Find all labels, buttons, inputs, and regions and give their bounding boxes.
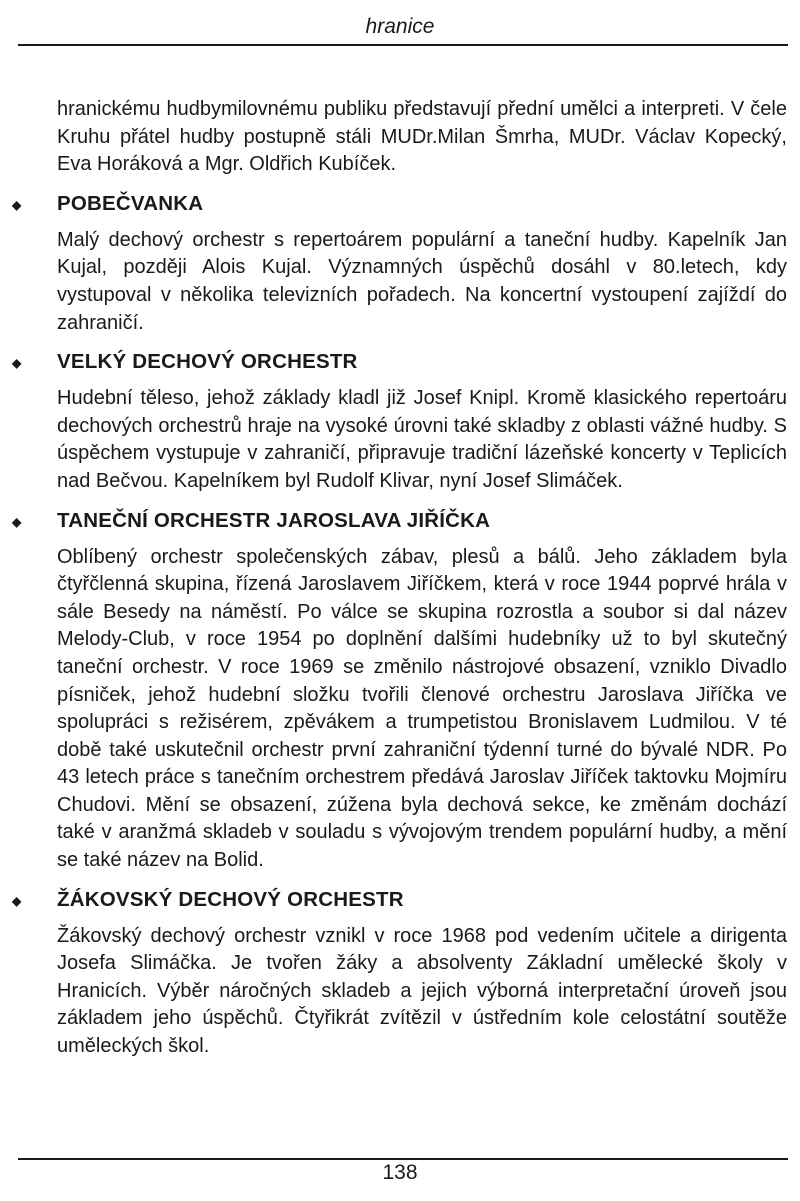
section-text: Hudební těleso, jehož základy kladl již Josef Knipl. Kromě klasického repertoáru dechových orchestrů hraje na vysoké úrovni také skladby z oblasti vážné hudby. S úspěchem vystupuje v zahraničí, připravuje tradiční lázeňské koncerty v Teplicích nad Bečvou. Kapelníkem byl Rudolf Klivar, nyní Josef Slimáček. — [57, 387, 787, 492]
section-velky-dechovy-orchestr — [12, 349, 787, 495]
section-text: Žákovský dechový orchestr vznikl v roce 1968 pod vedením učitele a dirigenta Josefa Slimáčka. Je tvořen žáky a absolventy Základní umělecké školy v Hranicích. Výběr náročných skladeb a jejich výborná interpretační úroveň jsou základem jeho úspěchů. Čtyřikrát zvítězil v ústředním kole celostátní soutěže uměleckých škol. — [57, 924, 787, 1058]
diamond-bullet-icon: ◆ — [12, 893, 22, 908]
page-number: 138 — [382, 1161, 418, 1184]
running-head: hranice — [365, 15, 435, 38]
intro-paragraph: hranickému hudbymilovnému publiku představují přední umělci a interpreti. V čele Kruhu přátel hudby postupně stáli MUDr.Milan Šmrha, MUDr. Václav Kopecký, Eva Horáková a Mgr. Oldřich Kubíček. — [57, 98, 787, 176]
section-heading — [12, 508, 787, 534]
section-heading-text: POBEČVANKA — [57, 191, 204, 215]
section-heading-text: VELKÝ DECHOVÝ ORCHESTR — [57, 350, 358, 374]
page-content — [12, 96, 787, 1061]
diamond-bullet-icon: ◆ — [12, 197, 22, 212]
section-text: Malý dechový orchestr s repertoárem populární a taneční hudby. Kapelník Jan Kujal, později Alois Kujal. Významných úspěchů dosáhl v 80.letech, kdy vystupoval v několika televizních pořadech. Na koncertní vystoupení zajíždí do zahraničí. — [57, 228, 787, 334]
header-rule — [18, 44, 788, 46]
section-zakovsky-dechovy-orchestr — [12, 887, 787, 1061]
section-heading — [12, 349, 787, 375]
footer-rule — [18, 1158, 788, 1160]
section-text: Oblíbený orchestr společenských zábav, plesů a bálů. Jeho základem byla čtyřčlenná skupina, řízená Jaroslavem Jiříčkem, která v roce 1944 poprvé hrála v sále Besedy na náměstí. Po válce se skupina rozrostla a soubor si dal název Melody-Club, v roce 1954 po doplnění dalšími hudebníky už to byl skutečný taneční orchestr. V roce 1969 se změnilo nástrojové obsazení, vzniklo Divadlo písniček, jehož hudební složku tvořili členové orchestru Jaroslava Jiříčka ve spolupráci s režisérem, zpěvákem a trumpetistou Bronislavem Ludmilou. V té době také uskutečnil orchestr první zahraniční týdenní turné do bývalé NDR. Po 43 letech práce s tanečním orchestrem předává Jaroslav Jiříček taktovku Mojmíru Chudovi. Mění se obsazení, zúžena byla dechová sekce, ke změnám dochází také v aranžmá skladeb v souladu s vývojovým trendem populární hudby, a mění se také název na Bolid. — [57, 545, 787, 872]
section-heading-text: TANEČNÍ ORCHESTR JAROSLAVA JIŘÍČKA — [57, 508, 491, 532]
section-pobecvanka — [12, 191, 787, 337]
diamond-bullet-icon: ◆ — [12, 514, 22, 529]
diamond-bullet-icon: ◆ — [12, 356, 22, 371]
section-heading-text: ŽÁKOVSKÝ DECHOVÝ ORCHESTR — [57, 887, 404, 911]
section-tanecni-orchestr — [12, 508, 787, 875]
section-heading — [12, 887, 787, 913]
section-heading — [12, 191, 787, 217]
